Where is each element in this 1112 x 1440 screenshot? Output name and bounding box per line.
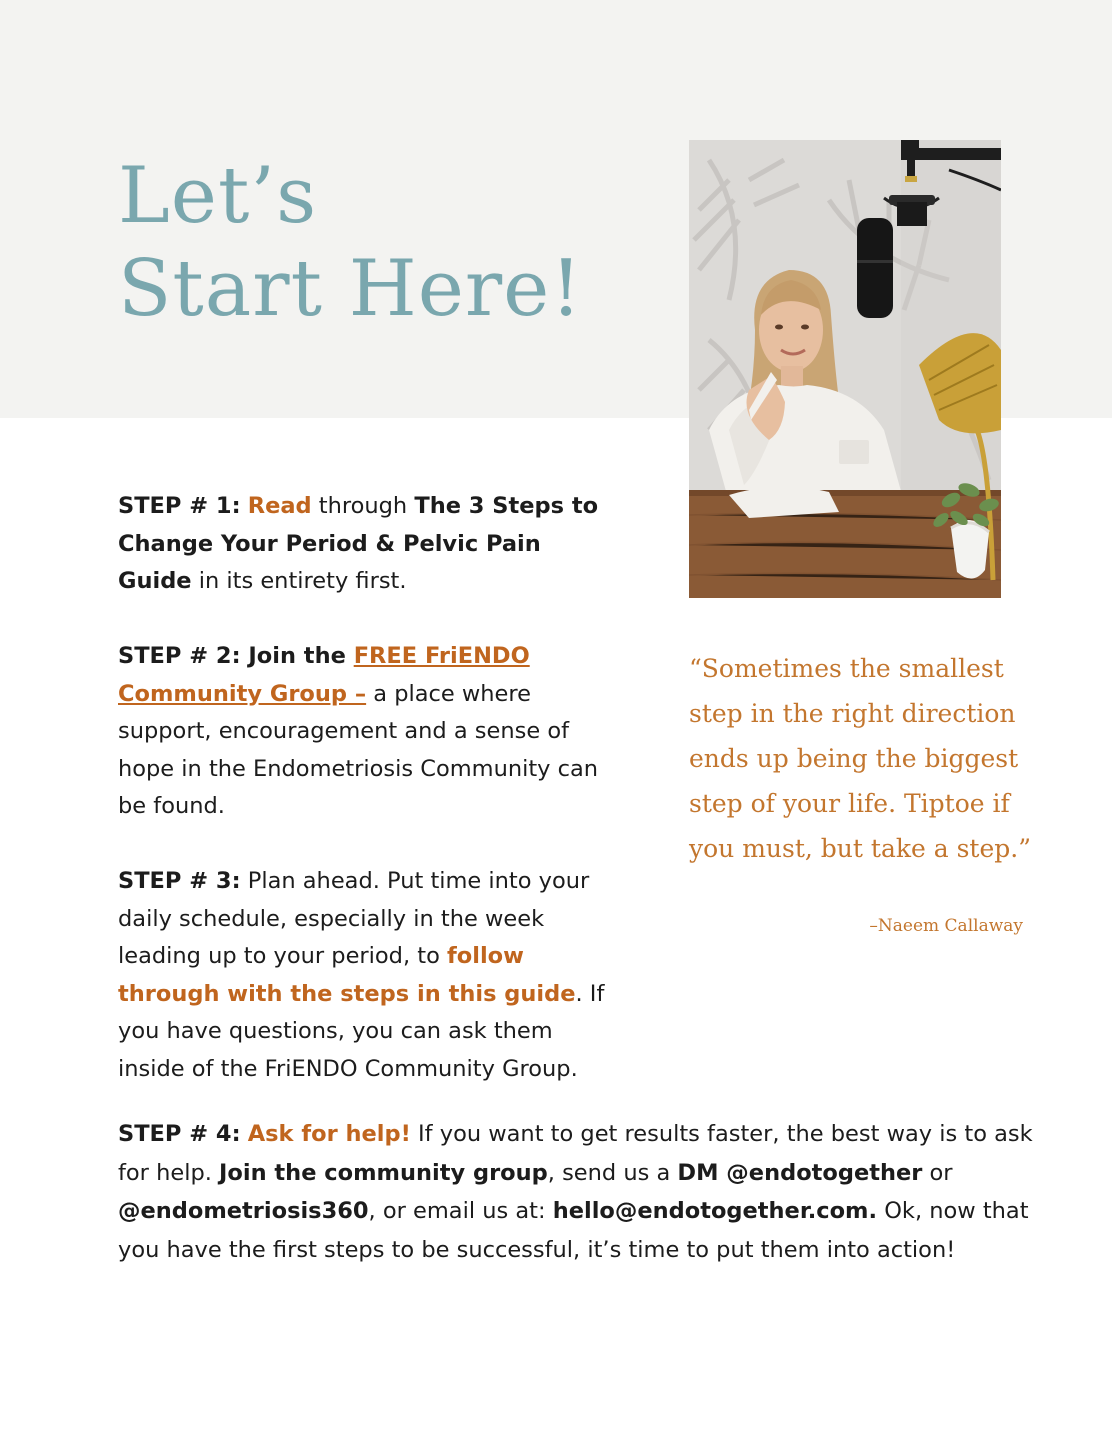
step-4-text-1: If you want to get results faster, the best way is to ask for help.: [118, 1121, 1033, 1186]
quote-author: –Naeem Callaway: [869, 916, 1023, 936]
step-3: [118, 863, 618, 1088]
step-4: [118, 1115, 1038, 1269]
woman-podcast-photo: [689, 140, 1001, 598]
page-title: [118, 150, 583, 336]
step-4-highlight: Ask for help!: [247, 1121, 411, 1147]
step-4-label: STEP # 4:: [118, 1121, 241, 1147]
step-4-text-3: or: [922, 1159, 953, 1186]
step-1-label: STEP # 1:: [118, 493, 241, 519]
step-4-email: hello@endotogether.com.: [552, 1198, 878, 1224]
step-2-text: a place where support, encouragement and a sense of hope in the Endometriosis Community can be found.: [118, 680, 599, 819]
step-2: [118, 638, 618, 826]
step-1-guide-name: The 3 Steps to Change Your Period & Pelvic Pain Guide: [118, 493, 599, 594]
community-group-link[interactable]: FREE FriENDO Community Group: [118, 643, 530, 707]
step-4-text-5: Ok, now that you have the first steps to be successful, it’s time to put them into action!: [118, 1198, 1029, 1263]
step-4-dm-handle: DM @endotogether: [677, 1159, 923, 1186]
step-4-join: Join the community group: [219, 1159, 548, 1186]
title-line-1: Let’s: [118, 151, 318, 241]
step-4-handle: @endometriosis360: [118, 1198, 369, 1224]
step-3-text-1: Plan ahead. Put time into your daily schedule, especially in the week leading up to your period, to: [118, 868, 590, 969]
quote-text: “Sometimes the smallest step in the right direction ends up being the biggest step of your life. Tiptoe if you must, but take a step.”: [689, 654, 1031, 863]
step-1-text-1: through: [311, 493, 415, 519]
steps-column: [118, 488, 618, 1126]
step-2-link-tail: –: [347, 680, 367, 707]
step-3-label: STEP # 3:: [118, 868, 241, 894]
step-2-label: STEP # 2: Join the: [118, 643, 354, 669]
step-3-text-2: . If you have questions, you can ask them inside of the FriENDO Community Group.: [118, 980, 605, 1082]
step-4-text-4: , or email us at:: [368, 1198, 553, 1224]
title-line-2: Start Here!: [118, 244, 583, 334]
step-1-text-2: in its entirety first.: [191, 568, 407, 594]
step-1: [118, 488, 618, 601]
step-3-highlight: follow through with the steps in this guide: [118, 943, 576, 1007]
step-1-action: Read: [247, 493, 312, 519]
step-4-text-2: , send us a: [547, 1159, 678, 1186]
